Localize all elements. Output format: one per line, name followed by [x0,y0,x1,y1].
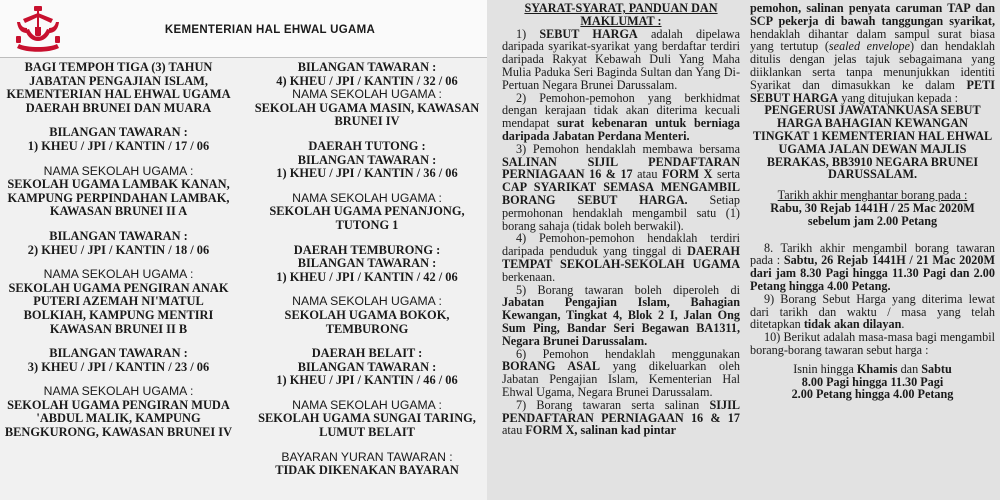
nama-sekolah-label: NAMA SEKOLAH UGAMA : [43,267,194,282]
sekolah-name: SEKOLAH UGAMA PENANJONG, TUTONG 1 [269,204,465,232]
condition-4: 4) Pemohon-pemohon hendaklah terdiri daripada penduduk yang tinggal di DAERAH TEMPAT SEKOLAH-SEKOLAH UGAMA berkenaan. [502,231,740,284]
sekolah-name: SEKOLAH UGAMA SUNGAI TARING, LUMUT BELAIT [258,411,476,440]
nama-sekolah-label: NAMA SEKOLAH UGAMA : [43,384,194,399]
bilangan-label: BILANGAN TAWARAN : [49,125,188,140]
nama-sekolah-label: NAMA SEKOLAH UGAMA : [292,190,442,205]
condition-9: 9) Borang Sebut Harga yang diterima lewat dari tarikh dan waktu / masa yang telah ditetapkan tidak akan dilayan. [750,291,995,332]
address-block: PENGERUSI JAWATANKUASA SEBUT HARGA BAHAGIAN KEWANGAN TINGKAT 1 KEMENTERIAN HAL EHWAL UGAMA JALAN DEWAN MAJLIS BERAKAS, BB3910 NEGARA BRUNEI DARUSSALAM. [752,103,993,182]
daerah-heading: DAERAH BELAIT : [311,346,423,361]
bilangan-label: BILANGAN TAWARAN : [297,152,437,167]
yuran-label: BAYARAN YURAN TAWARAN : [281,449,453,464]
condition-3: 3) Pemohon hendaklah membawa bersama SALINAN SIJIL PENDAFTARAN PERNIAGAAN 16 & 17 atau FORM X serta CAP SYARIKAT SEMASA MENGAMBIL BORANG SEBUT HARGA. Setiap permohonan hendaklah mengambil satu (1) borang sahaja (tidak boleh berwakil). [502,141,740,233]
collection-days: Isnin hingga Khamis dan Sabtu [793,361,952,376]
nama-sekolah-label: NAMA SEKOLAH UGAMA : [292,294,442,309]
sekolah-name: SEKOLAH UGAMA BOKOK, TEMBURONG [284,307,450,336]
sekolah-name: SEKOLAH UGAMA PENGIRAN MUDA 'ABDUL MALIK, KAMPUNG BENGKURONG, KAWASAN BRUNEI IV [4,397,233,440]
ad-header [0,0,487,58]
bilangan-value: 1) KHEU / JPI / KANTIN / 17 / 06 [27,138,210,153]
sekolah-name: SEKOLAH UGAMA LAMBAK KANAN, KAMPUNG PERPINDAHAN LAMBAK, KAWASAN BRUNEI II A [7,177,230,219]
condition-2: 2) Pemohon-pemohon yang berkhidmat dengan kerajaan tidak akan diterima kecuali mendapat surat kebenaran untuk berniaga daripada Jabatan Perdana Menteri. [502,90,740,143]
condition-7-continued: pemohon, salinan penyata caruman TAP dan SCP pekerja di bawah tanggungan syarikat, hendaklah dihantar dalam sampul surat biasa yang tertutup (sealed envelope) dan hendaklah ditulis dengan jelas tajuk sebagaimana yang diiklankan serta tanpa menunjukkan identiti Syarikat dan dimasukkan ke dalam PETI SEBUT HARGA yang ditujukan kepada : [750,1,995,105]
sekolah-name: SEKOLAH UGAMA PENGIRAN ANAK PUTERI AZEMAH NI'MATUL BOLKIAH, KAMPUNG MENTIRI KAWASAN BRUNEI II B [8,280,229,336]
bilangan-label: BILANGAN TAWARAN : [297,359,437,374]
bilangan-value: 1) KHEU / JPI / KANTIN / 42 / 06 [276,269,458,284]
nama-sekolah-label: NAMA SEKOLAH UGAMA : [292,397,442,412]
bilangan-label: BILANGAN TAWARAN : [49,346,188,361]
schools-column-2 [249,61,485,489]
tempoh-heading: BAGI TEMPOH TIGA (3) TAHUN JABATAN PENGAJIAN ISLAM, KEMENTERIAN HAL EHWAL UGAMA DAERAH BRUNEI DAN MUARA [6,60,231,115]
condition-5: 5) Borang tawaran boleh diperoleh di Jabatan Pengajian Islam, Bahagian Kewangan, Tingkat 4, Blok 2 I, Jalan Ong Sum Ping, Bandar Seri Begawan BA1311, Negara Brunei Darussalam. [502,282,740,348]
bilangan-label: BILANGAN TAWARAN : [49,228,188,243]
ministry-title: KEMENTERIAN HAL EHWAL UGAMA [164,24,376,36]
condition-8: 8. Tarikh akhir mengambil borang tawaran pada : Sabtu, 26 Rejab 1441H / 21 Mac 2020M dari jam 8.30 Pagi hingga 11.30 Pagi dan 2.00 Petang hingga 4.00 Petang. [750,240,995,293]
nama-sekolah-label: NAMA SEKOLAH UGAMA : [43,163,194,178]
sekolah-name: SEKOLAH UGAMA MASIN, KAWASAN BRUNEI IV [254,100,480,129]
deadline-time: sebelum jam 2.00 Petang [807,213,938,228]
collection-morning: 8.00 Pagi hingga 11.30 Pagi [801,374,944,389]
conditions-column-1 [502,2,740,437]
bilangan-value: 1) KHEU / JPI / KANTIN / 36 / 06 [276,166,458,181]
deadline-date: Rabu, 30 Rejab 1441H / 25 Mac 2020M [770,200,975,215]
schools-column-1 [2,61,235,451]
conditions-heading: SYARAT-SYARAT, PANDUAN DAN MAKLUMAT : [524,1,718,28]
bilangan-label: BILANGAN TAWARAN : [297,256,437,271]
bilangan-value: 4) KHEU / JPI / KANTIN / 32 / 06 [276,73,458,88]
condition-7: 7) Borang tawaran serta salinan SIJIL PENDAFTARAN PERNIAGAAN 16 & 17 atau FORM X, salinan kad pintar [502,397,740,438]
bilangan-value: 2) KHEU / JPI / KANTIN / 18 / 06 [27,242,210,257]
daerah-heading: DAERAH TUTONG : [308,138,426,153]
conditions-column-2 [750,2,995,401]
brunei-crest-icon [13,4,63,54]
bilangan-label: BILANGAN TAWARAN : [297,60,437,74]
bilangan-value: 3) KHEU / JPI / KANTIN / 23 / 06 [27,359,210,374]
daerah-heading: DAERAH TEMBURONG : [293,242,441,257]
bilangan-value: 1) KHEU / JPI / KANTIN / 46 / 06 [276,373,458,388]
yuran-value: TIDAK DIKENAKAN BAYARAN [275,463,459,478]
deadline-label: Tarikh akhir menghantar borang pada : [777,188,968,203]
condition-1: 1) SEBUT HARGA adalah dipelawa daripada syarikat-syarikat yang berdaftar terdiri daripada Rakyat Kebawah Duli Yang Maha Mulia Paduka Seri Baginda Sultan dan Yang Di-Pertuan Negara Brunei Darussalam. [502,26,740,92]
nama-sekolah-label: NAMA SEKOLAH UGAMA : [292,87,442,102]
condition-6: 6) Pemohon hendaklah menggunakan BORANG ASAL yang dikeluarkan oleh Jabatan Pengajian Islam, Kementerian Hal Ehwal Ugama, Negara Brunei Darussalam. [502,346,740,399]
condition-10: 10) Berikut adalah masa-masa bagi mengambil borang-borang tawaran sebut harga : [750,330,995,357]
collection-afternoon: 2.00 Petang hingga 4.00 Petang [791,387,954,402]
